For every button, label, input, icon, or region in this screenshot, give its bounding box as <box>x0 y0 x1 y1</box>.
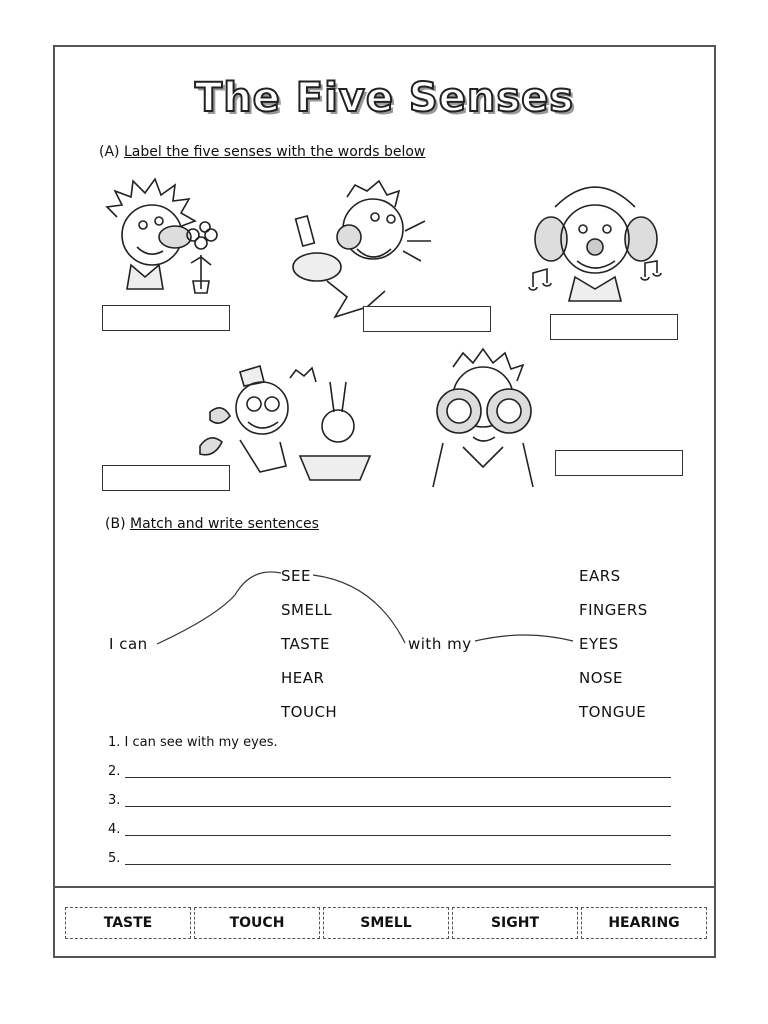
sentence-middle-with-my: with my <box>408 635 472 653</box>
worksheet <box>53 45 716 958</box>
word-bank-touch: TOUCH <box>194 907 320 939</box>
word-bank-smell: SMELL <box>323 907 449 939</box>
sentence-number-4: 4. <box>108 822 121 837</box>
matching-connector-lines <box>55 47 718 960</box>
verb-smell: SMELL <box>281 601 333 619</box>
verb-taste: TASTE <box>281 635 330 653</box>
sentence-number-2: 2. <box>108 764 121 779</box>
verb-hear: HEAR <box>281 669 325 687</box>
verb-touch: TOUCH <box>281 703 338 721</box>
word-bank-divider <box>55 886 714 888</box>
section-a-marker: (A) <box>99 144 120 160</box>
verb-see: SEE <box>281 567 311 585</box>
body-part-fingers: FINGERS <box>579 601 648 619</box>
sentence-number-5: 5. <box>108 851 121 866</box>
section-a-instruction: Label the five senses with the words below <box>123 144 426 160</box>
body-part-ears: EARS <box>579 567 621 585</box>
body-part-tongue: TONGUE <box>579 703 647 721</box>
example-sentence: 1. I can see with my eyes. <box>108 735 278 750</box>
sentence-number-3: 3. <box>108 793 121 808</box>
answer-line-2[interactable] <box>125 777 671 778</box>
worksheet-title: The Five Senses <box>194 75 575 121</box>
answer-line-4[interactable] <box>125 835 671 836</box>
word-bank-hearing: HEARING <box>581 907 707 939</box>
section-b-marker: (B) <box>105 516 126 532</box>
body-part-eyes: EYES <box>579 635 619 653</box>
section-b-instruction: Match and write sentences <box>129 516 319 532</box>
sentence-start-i-can: I can <box>109 635 148 653</box>
word-bank-taste: TASTE <box>65 907 191 939</box>
word-bank-sight: SIGHT <box>452 907 578 939</box>
answer-line-3[interactable] <box>125 806 671 807</box>
answer-line-5[interactable] <box>125 864 671 865</box>
body-part-nose: NOSE <box>579 669 624 687</box>
